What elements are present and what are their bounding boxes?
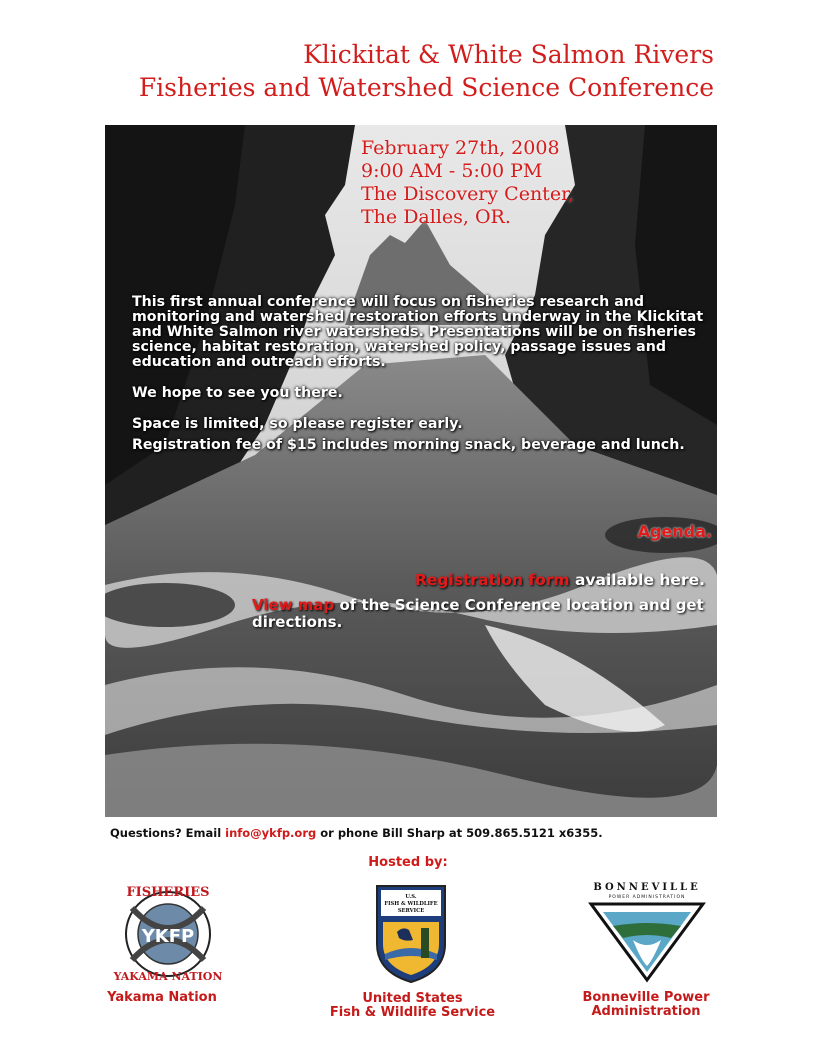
- river-photo-panel: [105, 125, 717, 817]
- registration-line: [415, 571, 705, 589]
- event-venue: The Discovery Center,: [361, 183, 575, 205]
- host-bonneville-power-administration: [566, 991, 726, 1019]
- email-link[interactable]: info@ykfp.org: [225, 826, 317, 840]
- description-paragraph: This first annual conference will focus on fisheries research and monitoring and watershed restoration efforts underway in the Klickitat and White Salmon river watersheds. Presentations will be on fisheries science, habitat restoration, watershed policy, passage issues and education and outreach efforts.: [132, 294, 704, 370]
- contact-line: [110, 826, 603, 840]
- map-line: [252, 597, 712, 631]
- conference-description: [132, 295, 707, 469]
- logo-text-top: BONNEVILLE: [593, 882, 701, 893]
- view-map-link[interactable]: View map: [252, 596, 335, 614]
- description-paragraph: We hope to see you there.: [132, 385, 343, 401]
- host-name: Yakama Nation: [107, 990, 217, 1005]
- event-date: February 27th, 2008: [361, 137, 560, 159]
- svg-text:SERVICE: SERVICE: [397, 908, 425, 914]
- svg-text:U.S.: U.S.: [405, 894, 417, 900]
- logo-text-sub: POWER ADMINISTRATION: [608, 895, 686, 900]
- event-details: [361, 137, 574, 229]
- registration-form-link[interactable]: Registration form: [414, 571, 570, 589]
- svg-text:FISH & WILDLIFE: FISH & WILDLIFE: [384, 901, 438, 907]
- host-name-line-2: Administration: [591, 1004, 701, 1019]
- title-line-2: Fisheries and Watershed Science Conference: [138, 73, 714, 102]
- description-paragraph: Registration fee of $15 includes morning snack, beverage and lunch.: [132, 437, 685, 453]
- title-line-1: Klickitat & White Salmon Rivers: [303, 40, 714, 69]
- host-name-line-1: United States: [362, 991, 463, 1006]
- hosted-by-heading: Hosted by:: [368, 855, 448, 870]
- host-us-fish-wildlife-service: [310, 992, 515, 1020]
- logo-text-top: FISHERIES: [126, 885, 210, 900]
- event-city: The Dalles, OR.: [361, 206, 511, 228]
- host-name-line-2: Fish & Wildlife Service: [329, 1005, 496, 1020]
- usfws-shield-logo: [373, 882, 449, 984]
- description-paragraph: Space is limited, so please register early.: [132, 416, 463, 432]
- registration-text: available here.: [569, 571, 705, 589]
- event-time: 9:00 AM - 5:00 PM: [361, 160, 543, 182]
- logo-letters: YKFP: [141, 926, 195, 947]
- contact-suffix: or phone Bill Sharp at 509.865.5121 x6355.: [316, 826, 603, 840]
- bonneville-power-logo: [583, 880, 711, 984]
- logo-text-bottom: YAKAMA NATION: [113, 970, 223, 983]
- yakama-nation-fisheries-logo: [112, 878, 224, 983]
- map-text: of the Science Conference location and get directions.: [252, 596, 704, 631]
- host-name-line-1: Bonneville Power: [582, 990, 710, 1005]
- contact-prefix: Questions? Email: [110, 826, 226, 840]
- agenda-link[interactable]: Agenda.: [637, 522, 712, 541]
- host-yakama-nation: [92, 991, 232, 1005]
- page-title: [139, 38, 714, 104]
